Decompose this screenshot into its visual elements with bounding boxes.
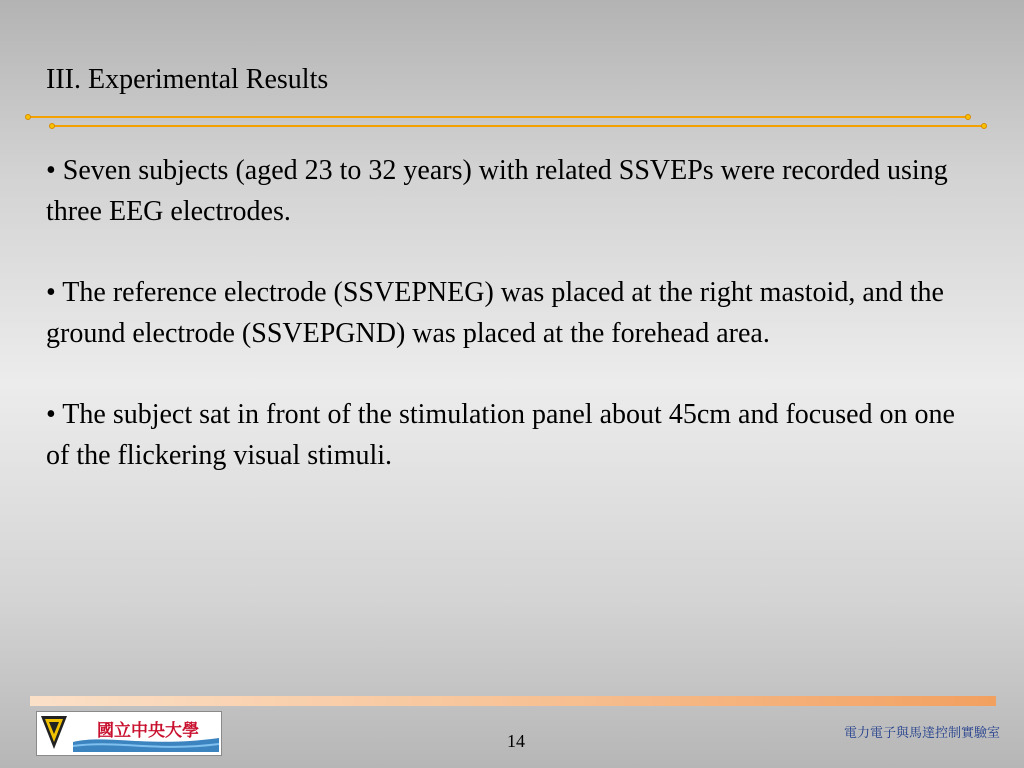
university-logo <box>36 711 222 756</box>
bullet-point: • The reference electrode (SSVEPNEG) was placed at the right mastoid, and the ground electrode (SSVEPGND) was placed at the forehead area. <box>46 277 944 349</box>
logo-text: 國立中央大學 <box>97 721 199 741</box>
divider-dot <box>981 123 987 129</box>
divider-dot <box>965 114 971 120</box>
lab-name: 電力電子與馬達控制實驗室 <box>843 726 1000 741</box>
slide-body <box>46 150 976 516</box>
university-logo-icon <box>37 712 221 755</box>
footer-bar <box>30 696 996 706</box>
bullet-point: • Seven subjects (aged 23 to 32 years) with related SSVEPs were recorded using three EEG electrodes. <box>46 155 948 227</box>
slide-title: III. Experimental Results <box>46 64 329 95</box>
divider-dot <box>49 123 55 129</box>
page-number: 14 <box>507 731 525 751</box>
bullet-point: • The subject sat in front of the stimulation panel about 45cm and focused on one of the flickering visual stimuli. <box>46 399 955 471</box>
divider-dot <box>25 114 31 120</box>
title-divider-top <box>28 116 968 118</box>
title-divider-bottom <box>52 125 984 127</box>
